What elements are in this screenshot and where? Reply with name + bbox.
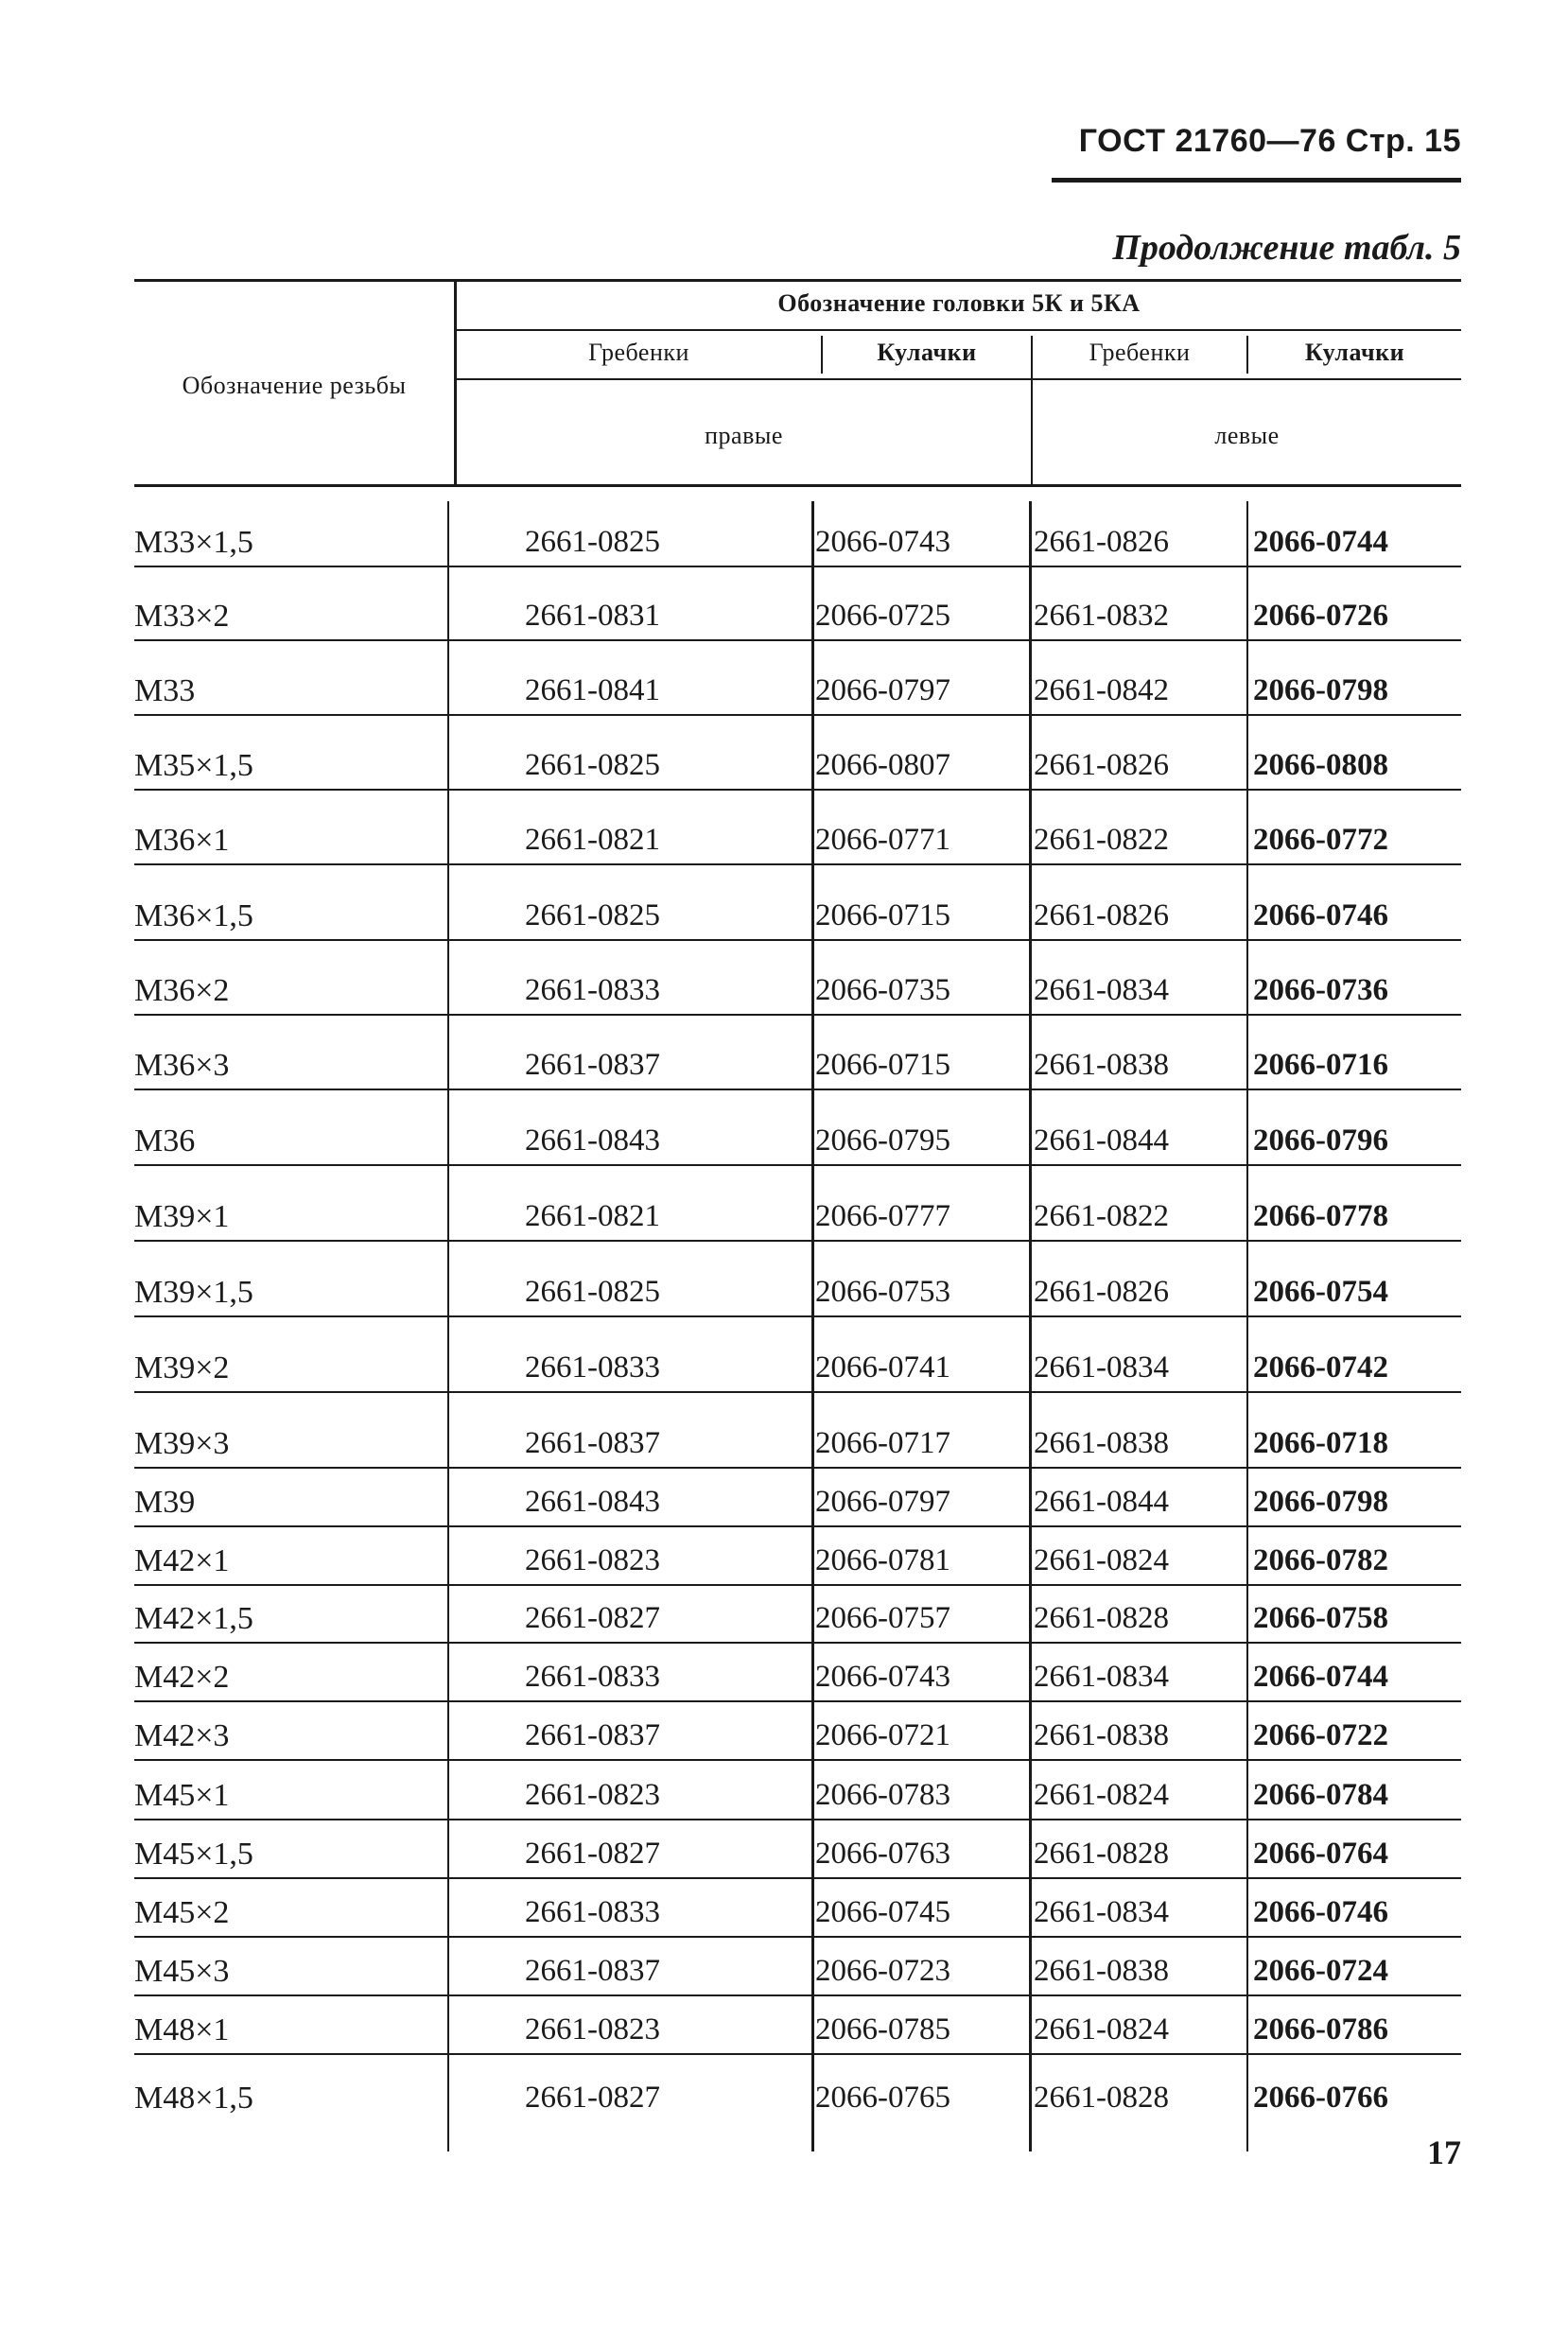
body-divider-left xyxy=(1029,501,1032,2151)
combs-right-cell: 2661-0833 xyxy=(525,1350,660,1385)
thread-cell: М42×2 xyxy=(134,1660,230,1695)
cams-left-cell: 2066-0736 xyxy=(1253,973,1388,1007)
row-rule xyxy=(134,2053,1461,2055)
combs-left-cell: 2661-0842 xyxy=(1034,673,1169,707)
cams-left-cell: 2066-0798 xyxy=(1253,673,1388,707)
combs-left-cell: 2661-0826 xyxy=(1034,1275,1169,1309)
cams-right-cell: 2066-0807 xyxy=(815,748,950,782)
cams-left-cell: 2066-0796 xyxy=(1253,1123,1388,1158)
cams-right-cell: 2066-0783 xyxy=(815,1778,950,1812)
thread-cell: М39×3 xyxy=(134,1426,230,1461)
cams-left-cell: 2066-0744 xyxy=(1253,1660,1388,1694)
thread-cell: М33×1,5 xyxy=(134,525,253,560)
row-rule xyxy=(134,1315,1461,1317)
thread-cell: М39×1,5 xyxy=(134,1275,253,1310)
cams-left-cell: 2066-0784 xyxy=(1253,1778,1388,1812)
cams-right-cell: 2066-0743 xyxy=(815,525,950,559)
combs-right-cell: 2661-0831 xyxy=(525,599,660,633)
cams-left-cell: 2066-0764 xyxy=(1253,1837,1388,1871)
thread-cell: М45×1 xyxy=(134,1778,230,1813)
row-rule xyxy=(134,1584,1461,1586)
combs-right-cell: 2661-0823 xyxy=(525,2012,660,2047)
thread-cell: М35×1,5 xyxy=(134,748,253,783)
cams-right-cell: 2066-0735 xyxy=(815,973,950,1007)
combs-right-cell: 2661-0843 xyxy=(525,1485,660,1519)
thread-cell: М42×1,5 xyxy=(134,1601,253,1636)
header-bottom-rule xyxy=(134,484,1461,487)
thread-cell: М42×3 xyxy=(134,1718,230,1753)
body-divider-right-cams xyxy=(811,501,814,2151)
cams-right-cell: 2066-0745 xyxy=(815,1895,950,1929)
combs-right-cell: 2661-0823 xyxy=(525,1543,660,1577)
cams-right-cell: 2066-0753 xyxy=(815,1275,950,1309)
cams-left-cell: 2066-0786 xyxy=(1253,2012,1388,2047)
combs-left-cell: 2661-0828 xyxy=(1034,1601,1169,1635)
cams-left-cell: 2066-0798 xyxy=(1253,1485,1388,1519)
cams-right-cell: 2066-0777 xyxy=(815,1199,950,1233)
cams-left-cell: 2066-0722 xyxy=(1253,1718,1388,1752)
row-rule xyxy=(134,1936,1461,1938)
combs-left-cell: 2661-0824 xyxy=(1034,1778,1169,1812)
row-rule xyxy=(134,1759,1461,1761)
cams-left-cell: 2066-0766 xyxy=(1253,2081,1388,2115)
row-rule xyxy=(134,1164,1461,1166)
thread-cell: М36×2 xyxy=(134,973,230,1008)
combs-left-cell: 2661-0822 xyxy=(1034,823,1169,857)
combs-left-cell: 2661-0844 xyxy=(1034,1485,1169,1519)
cams-right-cell: 2066-0715 xyxy=(815,898,950,932)
combs-left-cell: 2661-0826 xyxy=(1034,748,1169,782)
cams-right-cell: 2066-0757 xyxy=(815,1601,950,1635)
thread-cell: М39 xyxy=(134,1485,196,1520)
cams-left-cell: 2066-0782 xyxy=(1253,1543,1388,1577)
combs-right-cell: 2661-0821 xyxy=(525,1199,660,1233)
subheader-cams-left: Кулачки xyxy=(1304,339,1405,366)
thread-cell: М45×1,5 xyxy=(134,1837,253,1872)
cams-right-cell: 2066-0797 xyxy=(815,1485,950,1519)
group-header: Обозначение головки 5К и 5КА xyxy=(777,289,1141,317)
combs-right-cell: 2661-0843 xyxy=(525,1123,660,1158)
combs-right-cell: 2661-0825 xyxy=(525,898,660,932)
table-top-rule xyxy=(134,279,1461,282)
combs-right-cell: 2661-0821 xyxy=(525,823,660,857)
thread-cell: М48×1,5 xyxy=(134,2081,253,2116)
page-number: 17 xyxy=(1427,2134,1461,2171)
thread-cell: М39×1 xyxy=(134,1199,230,1234)
combs-right-cell: 2661-0837 xyxy=(525,1426,660,1460)
combs-right-cell: 2661-0833 xyxy=(525,1660,660,1694)
combs-right-cell: 2661-0833 xyxy=(525,1895,660,1929)
combs-right-cell: 2661-0827 xyxy=(525,1837,660,1871)
row-rule xyxy=(134,639,1461,641)
thread-cell: М39×2 xyxy=(134,1350,230,1385)
header-rule xyxy=(1052,178,1461,183)
col-thread-header: Обозначение резьбы xyxy=(182,372,407,399)
cams-right-cell: 2066-0781 xyxy=(815,1543,950,1577)
cams-left-cell: 2066-0746 xyxy=(1253,1895,1388,1929)
cams-right-cell: 2066-0795 xyxy=(815,1123,950,1158)
thread-cell: М33 xyxy=(134,673,196,708)
thread-cell: М36×3 xyxy=(134,1048,230,1083)
body-divider-thread xyxy=(447,501,449,2151)
row-rule xyxy=(134,1642,1461,1644)
combs-left-cell: 2661-0824 xyxy=(1034,2012,1169,2047)
combs-left-cell: 2661-0828 xyxy=(1034,1837,1169,1871)
cams-left-cell: 2066-0808 xyxy=(1253,748,1388,782)
cams-right-cell: 2066-0741 xyxy=(815,1350,950,1385)
row-rule xyxy=(134,1700,1461,1702)
cams-left-cell: 2066-0778 xyxy=(1253,1199,1388,1233)
thread-cell: М45×3 xyxy=(134,1954,230,1989)
subheader-rule xyxy=(457,378,1461,380)
row-rule xyxy=(134,1819,1461,1820)
row-rule xyxy=(134,1877,1461,1879)
combs-right-cell: 2661-0833 xyxy=(525,973,660,1007)
cams-right-cell: 2066-0725 xyxy=(815,599,950,633)
table-continuation-caption: Продолжение табл. 5 xyxy=(1112,228,1461,268)
cams-right-cell: 2066-0743 xyxy=(815,1660,950,1694)
row-rule xyxy=(134,1525,1461,1527)
cams-left-cell: 2066-0726 xyxy=(1253,599,1388,633)
combs-right-cell: 2661-0825 xyxy=(525,748,660,782)
row-rule xyxy=(134,714,1461,716)
body-divider-left-cams xyxy=(1246,501,1248,2151)
cams-left-cell: 2066-0718 xyxy=(1253,1426,1388,1460)
cams-left-cell: 2066-0716 xyxy=(1253,1048,1388,1082)
combs-left-cell: 2661-0838 xyxy=(1034,1426,1169,1460)
combs-right-cell: 2661-0823 xyxy=(525,1778,660,1812)
side-right-label: правые xyxy=(705,422,783,449)
side-left-label: левые xyxy=(1214,422,1280,449)
group-header-rule xyxy=(457,329,1461,331)
combs-left-cell: 2661-0824 xyxy=(1034,1543,1169,1577)
cams-left-cell: 2066-0754 xyxy=(1253,1275,1388,1309)
row-rule xyxy=(134,1089,1461,1090)
combs-right-cell: 2661-0827 xyxy=(525,2081,660,2115)
cams-right-cell: 2066-0721 xyxy=(815,1718,950,1752)
row-rule xyxy=(134,1391,1461,1393)
cams-left-cell: 2066-0744 xyxy=(1253,525,1388,559)
combs-left-cell: 2661-0844 xyxy=(1034,1123,1169,1158)
combs-left-cell: 2661-0834 xyxy=(1034,1895,1169,1929)
combs-left-cell: 2661-0838 xyxy=(1034,1718,1169,1752)
cams-right-cell: 2066-0717 xyxy=(815,1426,950,1460)
cams-left-cell: 2066-0742 xyxy=(1253,1350,1388,1385)
row-rule xyxy=(134,789,1461,791)
row-rule xyxy=(134,863,1461,865)
cams-left-cell: 2066-0724 xyxy=(1253,1954,1388,1988)
combs-right-cell: 2661-0837 xyxy=(525,1718,660,1752)
combs-left-cell: 2661-0826 xyxy=(1034,898,1169,932)
cams-right-cell: 2066-0763 xyxy=(815,1837,950,1871)
row-rule xyxy=(134,566,1461,567)
combs-left-cell: 2661-0834 xyxy=(1034,973,1169,1007)
combs-left-cell: 2661-0826 xyxy=(1034,525,1169,559)
combs-left-cell: 2661-0822 xyxy=(1034,1199,1169,1233)
subheader-combs-right: Гребенки xyxy=(588,339,689,366)
thread-cell: М45×2 xyxy=(134,1895,230,1930)
combs-right-cell: 2661-0837 xyxy=(525,1048,660,1082)
cams-left-cell: 2066-0746 xyxy=(1253,898,1388,932)
subheader-combs-left: Гребенки xyxy=(1089,339,1191,366)
subheader-cams-right: Кулачки xyxy=(877,339,977,366)
combs-left-cell: 2661-0834 xyxy=(1034,1350,1169,1385)
row-rule xyxy=(134,1014,1461,1016)
combs-left-cell: 2661-0828 xyxy=(1034,2081,1169,2115)
combs-right-cell: 2661-0827 xyxy=(525,1601,660,1635)
page-header: ГОСТ 21760—76 Стр. 15 xyxy=(1078,123,1461,159)
thread-cell: М48×1 xyxy=(134,2012,230,2047)
cams-right-cell: 2066-0765 xyxy=(815,2081,950,2115)
thread-cell: М42×1 xyxy=(134,1543,230,1578)
thread-cell: М36 xyxy=(134,1123,196,1158)
combs-right-cell: 2661-0825 xyxy=(525,1275,660,1309)
cams-left-cell: 2066-0772 xyxy=(1253,823,1388,857)
cams-left-cell: 2066-0758 xyxy=(1253,1601,1388,1635)
cams-right-cell: 2066-0785 xyxy=(815,2012,950,2047)
row-rule xyxy=(134,939,1461,941)
thread-cell: М33×2 xyxy=(134,599,230,634)
cams-right-cell: 2066-0723 xyxy=(815,1954,950,1988)
combs-left-cell: 2661-0838 xyxy=(1034,1954,1169,1988)
cams-right-cell: 2066-0797 xyxy=(815,673,950,707)
row-rule xyxy=(134,1467,1461,1469)
combs-left-cell: 2661-0834 xyxy=(1034,1660,1169,1694)
combs-right-cell: 2661-0825 xyxy=(525,525,660,559)
cams-right-cell: 2066-0771 xyxy=(815,823,950,857)
combs-left-cell: 2661-0832 xyxy=(1034,599,1169,633)
combs-left-cell: 2661-0838 xyxy=(1034,1048,1169,1082)
cams-right-cell: 2066-0715 xyxy=(815,1048,950,1082)
row-rule xyxy=(134,1994,1461,1996)
combs-right-cell: 2661-0837 xyxy=(525,1954,660,1988)
thread-cell: М36×1,5 xyxy=(134,898,253,933)
thread-cell: М36×1 xyxy=(134,823,230,858)
combs-right-cell: 2661-0841 xyxy=(525,673,660,707)
row-rule xyxy=(134,1240,1461,1242)
